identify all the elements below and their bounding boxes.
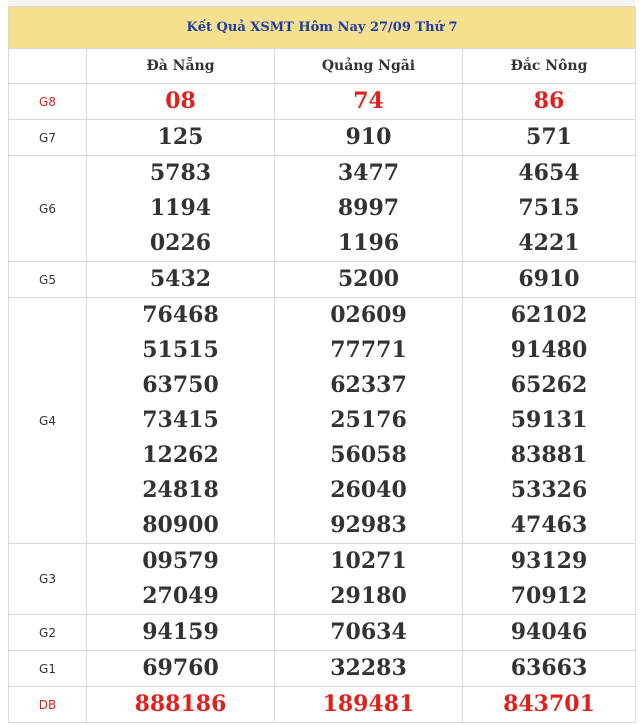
prize-number: 26040 — [330, 477, 407, 503]
prize-row-g2 — [9, 615, 636, 651]
prize-label: G5 — [9, 262, 87, 298]
prize-row-g3 — [9, 544, 636, 615]
prize-cell — [463, 687, 636, 723]
prize-number: 08 — [165, 88, 196, 114]
prize-number: 63663 — [510, 655, 588, 681]
table-title: Kết Quả XSMT Hôm Nay 27/09 Thứ 7 — [9, 7, 636, 49]
prize-cell — [275, 651, 463, 687]
header-row — [9, 49, 636, 84]
prize-number: 80900 — [142, 512, 219, 538]
prize-cell — [463, 120, 636, 156]
prize-number: 3477 — [337, 160, 400, 186]
prize-number: 62102 — [510, 302, 588, 328]
prize-number: 189481 — [322, 691, 415, 717]
header-dac-nong: Đắc Nông — [463, 49, 636, 84]
prize-number: 86 — [533, 88, 565, 114]
prize-cell — [275, 262, 463, 298]
prize-number: 5432 — [149, 266, 212, 292]
prize-row-g8 — [9, 84, 636, 120]
header-empty — [9, 49, 87, 84]
prize-row-g4 — [9, 298, 636, 544]
prize-number: 910 — [345, 124, 392, 150]
prize-row-g7 — [9, 120, 636, 156]
prize-cell — [463, 298, 636, 544]
prize-cell — [463, 262, 636, 298]
prize-number: 10271 — [330, 548, 407, 574]
prize-cell — [87, 262, 275, 298]
prize-cell — [463, 544, 636, 615]
prize-number: 27049 — [142, 583, 219, 609]
prize-label: DB — [9, 687, 87, 723]
prize-cell — [87, 84, 275, 120]
prize-number: 4221 — [518, 230, 580, 256]
prize-number: 59131 — [510, 407, 588, 433]
prize-number: 76468 — [142, 302, 219, 328]
prize-number: 74 — [353, 88, 384, 114]
prize-label: G2 — [9, 615, 87, 651]
prize-number: 94159 — [142, 619, 219, 645]
prize-number: 51515 — [142, 337, 219, 363]
prize-number: 32283 — [330, 655, 407, 681]
header-quang-ngai: Quảng Ngãi — [275, 49, 463, 84]
prize-number: 125 — [157, 124, 204, 150]
prize-number: 92983 — [330, 512, 407, 538]
prize-label: G3 — [9, 544, 87, 615]
prize-number: 843701 — [503, 691, 595, 717]
prize-number: 47463 — [510, 512, 588, 538]
prize-number: 02609 — [330, 302, 407, 328]
prize-number: 73415 — [142, 407, 219, 433]
prize-number: 8997 — [337, 195, 400, 221]
prize-cell — [463, 156, 636, 262]
prize-row-g1 — [9, 651, 636, 687]
prize-label: G1 — [9, 651, 87, 687]
prize-label: G6 — [9, 156, 87, 262]
prize-label: G7 — [9, 120, 87, 156]
prize-cell — [87, 120, 275, 156]
prize-cell — [87, 298, 275, 544]
prize-row-db — [9, 687, 636, 723]
prize-number: 53326 — [510, 477, 588, 503]
prize-cell — [275, 156, 463, 262]
prize-row-g5 — [9, 262, 636, 298]
prize-cell — [87, 687, 275, 723]
prize-number: 1194 — [149, 195, 212, 221]
prize-number: 93129 — [510, 548, 588, 574]
prize-label: G4 — [9, 298, 87, 544]
prize-row-g6 — [9, 156, 636, 262]
prize-cell — [463, 84, 636, 120]
prize-number: 70634 — [330, 619, 407, 645]
prize-cell — [275, 298, 463, 544]
prize-number: 69760 — [142, 655, 219, 681]
title-row — [9, 7, 636, 49]
prize-number: 5200 — [337, 266, 400, 292]
prize-number: 70912 — [510, 583, 588, 609]
prize-cell — [87, 615, 275, 651]
prize-cell — [87, 156, 275, 262]
lottery-result-table — [8, 6, 636, 723]
prize-number: 6910 — [518, 266, 580, 292]
prize-cell — [463, 651, 636, 687]
prize-cell — [275, 615, 463, 651]
header-da-nang: Đà Nẵng — [87, 49, 275, 84]
prize-number: 571 — [526, 124, 572, 150]
prize-number: 62337 — [330, 372, 407, 398]
prize-number: 83881 — [510, 442, 588, 468]
prize-number: 888186 — [134, 691, 227, 717]
prize-cell — [87, 651, 275, 687]
prize-number: 4654 — [518, 160, 580, 186]
prize-number: 24818 — [142, 477, 219, 503]
prize-cell — [275, 120, 463, 156]
prize-cell — [275, 544, 463, 615]
prize-cell — [275, 687, 463, 723]
prize-number: 12262 — [142, 442, 219, 468]
prize-number: 7515 — [518, 195, 580, 221]
prize-cell — [87, 544, 275, 615]
prize-label: G8 — [9, 84, 87, 120]
prize-number: 5783 — [149, 160, 212, 186]
prize-number: 65262 — [510, 372, 588, 398]
prize-number: 56058 — [330, 442, 407, 468]
prize-number: 09579 — [142, 548, 219, 574]
prize-cell — [275, 84, 463, 120]
prize-number: 63750 — [142, 372, 219, 398]
prize-number: 25176 — [330, 407, 407, 433]
prize-number: 77771 — [330, 337, 407, 363]
prize-number: 91480 — [510, 337, 588, 363]
prize-number: 0226 — [149, 230, 212, 256]
prize-number: 94046 — [510, 619, 588, 645]
prize-number: 29180 — [330, 583, 407, 609]
prize-number: 1196 — [337, 230, 400, 256]
prize-cell — [463, 615, 636, 651]
